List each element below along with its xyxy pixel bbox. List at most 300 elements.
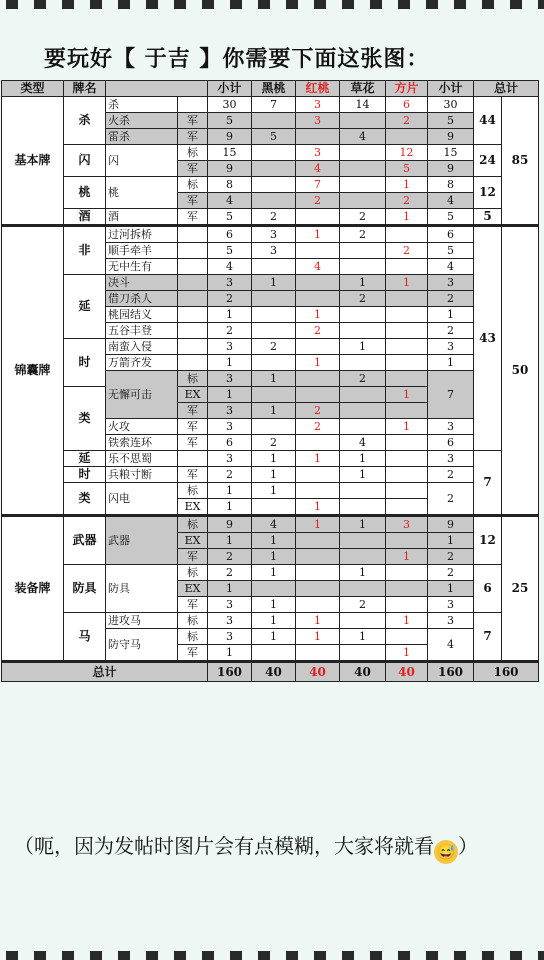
film-hole xyxy=(454,951,466,960)
subcategory-cell: 闪 xyxy=(64,145,106,177)
count-cell: 1 xyxy=(386,387,428,403)
edition-cell: 标 xyxy=(178,613,208,629)
header-spade: 黑桃 xyxy=(252,81,296,97)
count-cell: 2 xyxy=(208,565,252,581)
count-cell: 1 xyxy=(340,516,386,533)
count-cell: 7 xyxy=(252,97,296,113)
table-footer-row xyxy=(2,662,539,682)
table-row xyxy=(2,516,539,533)
count-cell xyxy=(340,193,386,209)
edition-cell: 军 xyxy=(178,129,208,145)
count-cell xyxy=(386,339,428,355)
count-cell: 9 xyxy=(208,161,252,177)
count-cell: 1 xyxy=(208,533,252,549)
subcategory-cell: 防具 xyxy=(64,565,106,613)
subtotal-cell: 15 xyxy=(428,145,474,161)
film-hole xyxy=(314,951,326,960)
count-cell: 6 xyxy=(208,435,252,451)
subcategory-cell: 类 xyxy=(64,483,106,516)
count-cell: 3 xyxy=(208,403,252,419)
footer-total: 160 xyxy=(474,662,539,682)
count-cell xyxy=(296,387,340,403)
count-cell xyxy=(386,483,428,499)
table-row xyxy=(2,565,539,581)
card-name-cell: 桃园结义 xyxy=(106,307,178,323)
count-cell xyxy=(386,597,428,613)
card-name-cell: 无懈可击 xyxy=(106,371,178,419)
group-total-cell: 5 xyxy=(474,209,502,226)
film-hole xyxy=(286,0,298,9)
count-cell: 5 xyxy=(208,209,252,226)
subtotal-cell: 9 xyxy=(428,161,474,177)
film-hole xyxy=(398,0,410,9)
count-cell xyxy=(296,549,340,565)
count-cell xyxy=(340,483,386,499)
table-row xyxy=(2,226,539,243)
count-cell xyxy=(252,259,296,275)
film-hole xyxy=(482,951,494,960)
count-cell: 1 xyxy=(340,467,386,483)
footnote xyxy=(14,832,534,864)
count-cell: 3 xyxy=(252,226,296,243)
count-cell: 1 xyxy=(386,645,428,662)
card-name-cell: 武器 xyxy=(106,516,178,565)
count-cell: 3 xyxy=(208,275,252,291)
header-club: 草花 xyxy=(340,81,386,97)
edition-cell: 标 xyxy=(178,177,208,193)
footnote-text: （呃，因为发帖时图片会有点模糊，大家将就看 xyxy=(14,834,434,858)
table-header-row xyxy=(2,81,539,97)
group-total-cell: 12 xyxy=(474,516,502,565)
count-cell: 1 xyxy=(252,613,296,629)
header-diamond: 方片 xyxy=(386,81,428,97)
subtotal-cell: 5 xyxy=(428,243,474,259)
card-name-cell: 铁索连环 xyxy=(106,435,178,451)
subcategory-cell: 类 xyxy=(64,387,106,451)
count-cell: 15 xyxy=(208,145,252,161)
subcategory-cell: 延 xyxy=(64,451,106,467)
edition-cell xyxy=(178,339,208,355)
count-cell xyxy=(296,597,340,613)
count-cell: 6 xyxy=(386,97,428,113)
header-type: 类型 xyxy=(2,81,64,97)
edition-cell: EX xyxy=(178,581,208,597)
header-heart: 红桃 xyxy=(296,81,340,97)
count-cell: 9 xyxy=(208,516,252,533)
count-cell xyxy=(340,403,386,419)
subcategory-cell: 马 xyxy=(64,613,106,662)
edition-cell xyxy=(178,275,208,291)
count-cell xyxy=(386,581,428,597)
edition-cell xyxy=(178,323,208,339)
count-cell: 1 xyxy=(296,355,340,371)
count-cell: 4 xyxy=(296,161,340,177)
edition-cell xyxy=(178,226,208,243)
count-cell: 1 xyxy=(252,467,296,483)
film-hole xyxy=(6,951,18,960)
count-cell: 5 xyxy=(252,129,296,145)
header-name: 牌名 xyxy=(64,81,106,97)
film-strip-top xyxy=(0,0,544,9)
edition-cell: 军 xyxy=(178,161,208,177)
count-cell: 3 xyxy=(208,451,252,467)
edition-cell: 军 xyxy=(178,467,208,483)
count-cell: 1 xyxy=(386,177,428,193)
subcategory-cell: 酒 xyxy=(64,209,106,226)
film-hole xyxy=(90,0,102,9)
count-cell xyxy=(252,193,296,209)
group-total-cell: 6 xyxy=(474,565,502,613)
subtotal-cell: 6 xyxy=(428,435,474,451)
count-cell: 1 xyxy=(208,355,252,371)
card-name-cell: 过河拆桥 xyxy=(106,226,178,243)
group-total-cell: 12 xyxy=(474,177,502,209)
count-cell xyxy=(386,355,428,371)
edition-cell xyxy=(178,97,208,113)
card-name-cell: 兵粮寸断 xyxy=(106,467,178,483)
count-cell: 1 xyxy=(252,275,296,291)
subtotal-cell: 3 xyxy=(428,597,474,613)
count-cell: 1 xyxy=(340,339,386,355)
table-row xyxy=(2,209,539,226)
card-name-cell: 五谷丰登 xyxy=(106,323,178,339)
count-cell: 9 xyxy=(208,129,252,145)
category-cell: 锦囊牌 xyxy=(2,226,64,516)
card-name-cell: 防具 xyxy=(106,565,178,613)
edition-cell xyxy=(178,259,208,275)
count-cell xyxy=(340,581,386,597)
count-cell: 5 xyxy=(208,113,252,129)
subtotal-cell: 2 xyxy=(428,323,474,339)
count-cell: 1 xyxy=(252,403,296,419)
subtotal-cell: 3 xyxy=(428,275,474,291)
card-name-cell: 雷杀 xyxy=(106,129,178,145)
count-cell: 3 xyxy=(208,419,252,435)
edition-cell: EX xyxy=(178,533,208,549)
table-row xyxy=(2,483,539,499)
count-cell xyxy=(252,323,296,339)
card-name-cell: 杀 xyxy=(106,97,178,113)
film-hole xyxy=(482,0,494,9)
count-cell xyxy=(296,339,340,355)
count-cell xyxy=(386,291,428,307)
subtotal-cell: 2 xyxy=(428,483,474,516)
count-cell xyxy=(386,533,428,549)
count-cell: 1 xyxy=(386,549,428,565)
header-subtotal-2: 小计 xyxy=(428,81,474,97)
count-cell xyxy=(296,483,340,499)
card-name-cell: 决斗 xyxy=(106,275,178,291)
count-cell: 1 xyxy=(296,629,340,645)
film-hole xyxy=(34,951,46,960)
count-cell xyxy=(386,129,428,145)
subtotal-cell: 1 xyxy=(428,307,474,323)
film-hole xyxy=(370,0,382,9)
film-strip-bottom xyxy=(0,951,544,960)
count-cell: 4 xyxy=(340,435,386,451)
film-hole xyxy=(118,951,130,960)
page-title: 要玩好【 于吉 】你需要下面这张图： xyxy=(44,46,430,72)
count-cell xyxy=(386,499,428,516)
footer-subtotal: 160 xyxy=(208,662,252,682)
table-row xyxy=(2,177,539,193)
count-cell: 1 xyxy=(208,387,252,403)
count-cell xyxy=(296,209,340,226)
count-cell: 2 xyxy=(296,419,340,435)
film-hole xyxy=(34,0,46,9)
count-cell: 1 xyxy=(340,629,386,645)
count-cell xyxy=(296,533,340,549)
edition-cell xyxy=(178,355,208,371)
subtotal-cell: 1 xyxy=(428,355,474,371)
subtotal-cell: 7 xyxy=(428,371,474,419)
sweat-smile-emoji-icon: 😅 xyxy=(434,840,458,864)
type-total-cell: 25 xyxy=(502,516,539,662)
film-hole xyxy=(174,0,186,9)
count-cell: 2 xyxy=(296,323,340,339)
count-cell xyxy=(386,403,428,419)
edition-cell xyxy=(178,243,208,259)
count-cell xyxy=(252,113,296,129)
count-cell xyxy=(340,113,386,129)
count-cell: 2 xyxy=(296,403,340,419)
count-cell: 5 xyxy=(208,243,252,259)
header-total: 总计 xyxy=(474,81,539,97)
subtotal-cell: 4 xyxy=(428,193,474,209)
count-cell xyxy=(340,419,386,435)
footer-spade: 40 xyxy=(252,662,296,682)
count-cell: 4 xyxy=(296,259,340,275)
count-cell: 1 xyxy=(296,451,340,467)
film-hole xyxy=(258,0,270,9)
count-cell xyxy=(252,161,296,177)
subtotal-cell: 9 xyxy=(428,516,474,533)
count-cell: 1 xyxy=(252,533,296,549)
subtotal-cell: 2 xyxy=(428,549,474,565)
edition-cell: 军 xyxy=(178,209,208,226)
film-hole xyxy=(370,951,382,960)
edition-cell: 军 xyxy=(178,403,208,419)
edition-cell xyxy=(178,291,208,307)
count-cell: 3 xyxy=(296,113,340,129)
card-name-cell: 无中生有 xyxy=(106,259,178,275)
edition-cell: 标 xyxy=(178,516,208,533)
count-cell xyxy=(296,565,340,581)
subtotal-cell: 2 xyxy=(428,467,474,483)
edition-cell: 军 xyxy=(178,193,208,209)
count-cell: 1 xyxy=(340,275,386,291)
count-cell xyxy=(340,307,386,323)
film-hole xyxy=(230,0,242,9)
film-hole xyxy=(454,0,466,9)
count-cell: 1 xyxy=(340,451,386,467)
edition-cell: 军 xyxy=(178,419,208,435)
subcategory-cell: 时 xyxy=(64,467,106,483)
count-cell: 2 xyxy=(208,549,252,565)
subtotal-cell: 4 xyxy=(428,629,474,662)
count-cell xyxy=(252,581,296,597)
count-cell: 1 xyxy=(386,419,428,435)
count-cell xyxy=(252,145,296,161)
subtotal-cell: 1 xyxy=(428,533,474,549)
film-hole xyxy=(230,951,242,960)
footer-label: 总计 xyxy=(2,662,208,682)
count-cell: 2 xyxy=(252,435,296,451)
card-distribution-table xyxy=(1,80,539,682)
subtotal-cell: 4 xyxy=(428,259,474,275)
count-cell: 2 xyxy=(340,597,386,613)
group-total-cell: 44 xyxy=(474,97,502,145)
edition-cell: 军 xyxy=(178,645,208,662)
category-cell: 装备牌 xyxy=(2,516,64,662)
count-cell: 1 xyxy=(340,565,386,581)
count-cell: 1 xyxy=(386,613,428,629)
subtotal-cell: 3 xyxy=(428,613,474,629)
count-cell xyxy=(252,387,296,403)
card-name-cell: 火攻 xyxy=(106,419,178,435)
subtotal-cell: 5 xyxy=(428,113,474,129)
film-hole xyxy=(510,951,522,960)
film-hole xyxy=(146,0,158,9)
film-hole xyxy=(538,951,544,960)
count-cell xyxy=(386,629,428,645)
subtotal-cell: 5 xyxy=(428,209,474,226)
subtotal-cell: 3 xyxy=(428,419,474,435)
count-cell xyxy=(340,613,386,629)
count-cell: 2 xyxy=(208,467,252,483)
table-row xyxy=(2,339,539,355)
count-cell: 1 xyxy=(208,581,252,597)
count-cell xyxy=(340,549,386,565)
edition-cell: 标 xyxy=(178,629,208,645)
count-cell: 1 xyxy=(252,451,296,467)
count-cell: 2 xyxy=(386,193,428,209)
film-hole xyxy=(426,951,438,960)
card-name-cell: 闪 xyxy=(106,145,178,177)
count-cell xyxy=(296,129,340,145)
subcategory-cell: 桃 xyxy=(64,177,106,209)
count-cell: 2 xyxy=(340,226,386,243)
count-cell: 3 xyxy=(296,145,340,161)
edition-cell: EX xyxy=(178,499,208,516)
count-cell: 3 xyxy=(208,629,252,645)
count-cell: 1 xyxy=(386,209,428,226)
subcategory-cell: 非 xyxy=(64,226,106,275)
count-cell: 4 xyxy=(252,516,296,533)
count-cell xyxy=(252,645,296,662)
count-cell xyxy=(340,177,386,193)
subtotal-cell: 2 xyxy=(428,291,474,307)
film-hole xyxy=(202,0,214,9)
film-hole xyxy=(426,0,438,9)
count-cell: 3 xyxy=(208,339,252,355)
table-row xyxy=(2,145,539,161)
table-row xyxy=(2,97,539,113)
subtotal-cell: 6 xyxy=(428,226,474,243)
count-cell: 1 xyxy=(296,613,340,629)
card-name-cell: 进攻马 xyxy=(106,613,178,629)
count-cell xyxy=(296,371,340,387)
card-name-cell: 乐不思蜀 xyxy=(106,451,178,467)
count-cell xyxy=(386,435,428,451)
edition-cell: 军 xyxy=(178,113,208,129)
count-cell: 5 xyxy=(386,161,428,177)
subtotal-cell: 3 xyxy=(428,451,474,467)
count-cell xyxy=(296,243,340,259)
count-cell: 3 xyxy=(208,371,252,387)
count-cell xyxy=(386,323,428,339)
count-cell: 7 xyxy=(296,177,340,193)
count-cell xyxy=(340,323,386,339)
count-cell xyxy=(296,467,340,483)
subcategory-cell: 杀 xyxy=(64,97,106,145)
count-cell xyxy=(296,435,340,451)
film-hole xyxy=(398,951,410,960)
count-cell: 4 xyxy=(208,259,252,275)
card-name-cell: 借刀杀人 xyxy=(106,291,178,307)
count-cell: 2 xyxy=(252,339,296,355)
table-row xyxy=(2,613,539,629)
film-hole xyxy=(342,0,354,9)
count-cell: 1 xyxy=(296,307,340,323)
card-name-cell: 防守马 xyxy=(106,629,178,662)
group-total-cell: 43 xyxy=(474,226,502,451)
card-name-cell: 万箭齐发 xyxy=(106,355,178,371)
film-hole xyxy=(510,0,522,9)
count-cell: 2 xyxy=(252,209,296,226)
type-total-cell: 50 xyxy=(502,226,539,516)
count-cell: 8 xyxy=(208,177,252,193)
count-cell xyxy=(340,145,386,161)
subtotal-cell: 30 xyxy=(428,97,474,113)
subcategory-cell: 延 xyxy=(64,275,106,339)
count-cell: 2 xyxy=(340,291,386,307)
count-cell: 1 xyxy=(252,549,296,565)
footer-club: 40 xyxy=(340,662,386,682)
count-cell xyxy=(252,499,296,516)
film-hole xyxy=(202,951,214,960)
subtotal-cell: 9 xyxy=(428,129,474,145)
count-cell xyxy=(252,307,296,323)
count-cell: 1 xyxy=(252,597,296,613)
count-cell: 2 xyxy=(340,209,386,226)
count-cell: 3 xyxy=(252,243,296,259)
count-cell xyxy=(340,243,386,259)
count-cell xyxy=(386,307,428,323)
film-hole xyxy=(342,951,354,960)
count-cell: 2 xyxy=(340,371,386,387)
edition-cell xyxy=(178,451,208,467)
count-cell: 4 xyxy=(340,129,386,145)
count-cell xyxy=(252,291,296,307)
count-cell: 1 xyxy=(252,371,296,387)
edition-cell: 标 xyxy=(178,483,208,499)
count-cell xyxy=(386,371,428,387)
edition-cell: 标 xyxy=(178,145,208,161)
subtotal-cell: 2 xyxy=(428,565,474,581)
footnote-close: ） xyxy=(458,834,478,858)
count-cell: 1 xyxy=(386,275,428,291)
count-cell xyxy=(340,499,386,516)
footer-heart: 40 xyxy=(296,662,340,682)
film-hole xyxy=(314,0,326,9)
edition-cell: 标 xyxy=(178,371,208,387)
card-name-cell: 闪电 xyxy=(106,483,178,516)
count-cell: 1 xyxy=(296,226,340,243)
count-cell: 2 xyxy=(296,193,340,209)
header-subtotal: 小计 xyxy=(208,81,252,97)
table-row xyxy=(2,275,539,291)
